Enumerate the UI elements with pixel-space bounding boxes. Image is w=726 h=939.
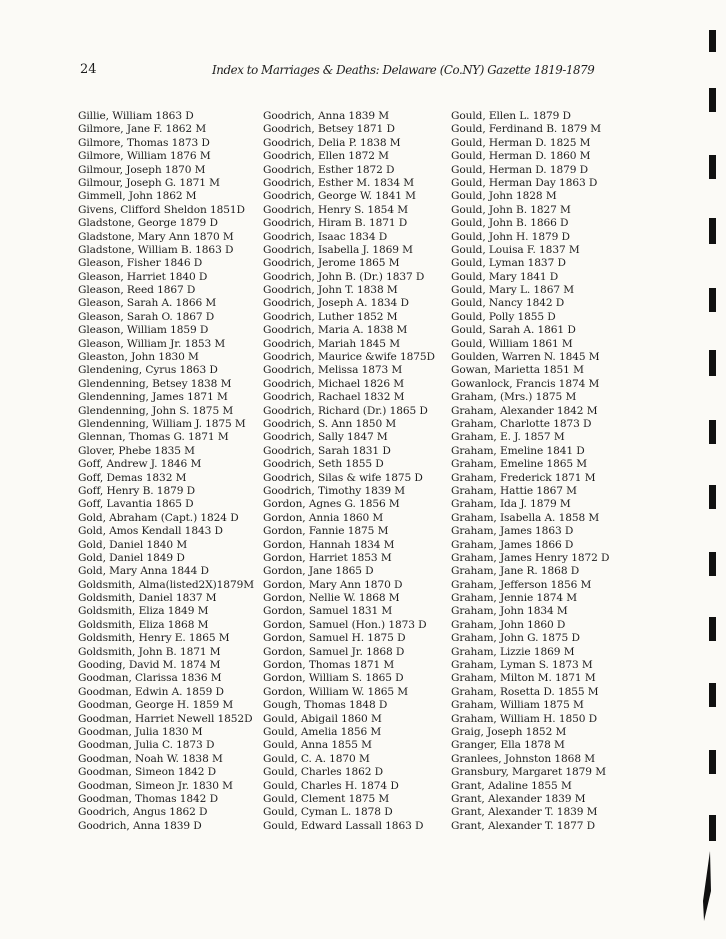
index-entry: Gould, Abigail 1860 M <box>263 712 382 725</box>
index-entry: Gordon, Fannie 1875 M <box>263 525 389 538</box>
index-entry: Gilmore, Jane F. 1862 M <box>78 123 207 136</box>
index-entry: Goff, Lavantia 1865 D <box>78 498 194 511</box>
index-entry: Gould, Anna 1855 M <box>263 739 372 752</box>
index-entry: Grant, Alexander T. 1877 D <box>451 819 596 832</box>
index-entry: Gordon, William W. 1865 M <box>263 685 409 698</box>
index-entry: Goodrich, Rachael 1832 M <box>263 391 405 404</box>
index-entry: Gordon, Annia 1860 M <box>263 511 384 524</box>
index-entry: Gordon, Samuel H. 1875 D <box>263 632 406 645</box>
index-entry: Graham, John 1860 D <box>451 618 566 631</box>
index-entry: Gleason, William Jr. 1853 M <box>78 337 226 350</box>
index-entry: Grant, Alexander T. 1839 M <box>451 806 598 819</box>
index-entry: Gould, William 1861 M <box>451 337 573 350</box>
index-entry: Gould, Charles 1862 D <box>263 766 384 779</box>
index-entry: Gould, C. A. 1870 M <box>263 752 370 765</box>
index-entry: Goldsmith, Alma(listed2X)1879M <box>78 578 254 591</box>
page-corner-mark <box>702 851 712 921</box>
index-entry: Gleaston, John 1830 M <box>78 351 199 364</box>
index-entry: Gould, Nancy 1842 D <box>451 297 565 310</box>
index-entry: Gransbury, Margaret 1879 M <box>451 766 606 779</box>
index-entry: Goodman, Simeon 1842 D <box>78 766 217 779</box>
index-entry: Goff, Andrew J. 1846 M <box>78 458 202 471</box>
index-entry: Glendenning, James 1871 M <box>78 391 228 404</box>
index-entry: Goodrich, Jerome 1865 M <box>263 257 400 270</box>
index-entry: Goodman, Clarissa 1836 M <box>78 672 222 685</box>
index-entry: Graig, Joseph 1852 M <box>451 725 567 738</box>
index-column-1 <box>78 110 254 833</box>
index-entry: Goodrich, George W. 1841 M <box>263 190 416 203</box>
index-entry: Graham, Emeline 1865 M <box>451 458 588 471</box>
index-entry: Grant, Adaline 1855 M <box>451 779 572 792</box>
index-entry: Goodrich, Esther M. 1834 M <box>263 176 415 189</box>
index-entry: Gould, Herman D. 1879 D <box>451 163 589 176</box>
index-entry: Graham, Rosetta D. 1855 M <box>451 685 599 698</box>
index-entry: Goodman, Thomas 1842 D <box>78 792 218 805</box>
index-entry: Gold, Amos Kendall 1843 D <box>78 525 223 538</box>
index-entry: Grant, Alexander 1839 M <box>451 792 586 805</box>
index-entry: Gillie, William 1863 D <box>78 110 194 122</box>
index-entry: Goodrich, Hiram B. 1871 D <box>263 217 408 230</box>
running-title: Index to Marriages & Deaths: Delaware (Co.NY) Gazette 1819-1879 <box>212 63 595 77</box>
index-entry: Goodrich, Isaac 1834 D <box>263 230 388 243</box>
index-entry: Graham, Jefferson 1856 M <box>451 578 592 591</box>
index-entry: Gordon, Samuel Jr. 1868 D <box>263 645 405 658</box>
index-entry: Gordon, Jane 1865 D <box>263 565 374 578</box>
index-entry: Glover, Phebe 1835 M <box>78 444 195 457</box>
index-entry: Gould, Herman D. 1825 M <box>451 136 591 149</box>
index-entry: Graham, Lyman S. 1873 M <box>451 659 593 672</box>
index-entry: Gilmour, Joseph 1870 M <box>78 163 206 176</box>
index-entry: Goodrich, Esther 1872 D <box>263 163 395 176</box>
index-entry: Gould, Sarah A. 1861 D <box>451 324 576 337</box>
index-entry: Gold, Daniel 1849 D <box>78 551 185 564</box>
index-entry: Graham, Lizzie 1869 M <box>451 645 575 658</box>
index-entry: Gould, Herman D. 1860 M <box>451 150 591 163</box>
index-entry: Gordon, Harriet 1853 M <box>263 551 392 564</box>
page-number: 24 <box>80 62 97 77</box>
index-entry: Goodrich, Ellen 1872 M <box>263 150 389 163</box>
index-entry: Graham, Ida J. 1879 M <box>451 498 571 511</box>
index-entry: Graham, James 1866 D <box>451 538 574 551</box>
index-entry: Graham, John G. 1875 D <box>451 632 580 645</box>
index-entry: Graham, E. J. 1857 M <box>451 431 565 444</box>
index-entry: Gould, John B. 1866 D <box>451 217 569 230</box>
index-entry: Gordon, Samuel (Hon.) 1873 D <box>263 618 427 631</box>
index-entry: Graham, Alexander 1842 M <box>451 404 598 417</box>
index-entry: Goodrich, Joseph A. 1834 D <box>263 297 409 310</box>
index-entry: Goodrich, S. Ann 1850 M <box>263 417 397 430</box>
index-entry: Goff, Henry B. 1879 D <box>78 484 196 497</box>
index-entry: Gould, John 1828 M <box>451 190 557 203</box>
index-entry: Gould, Mary L. 1867 M <box>451 284 574 297</box>
index-entry: Gordon, Hannah 1834 M <box>263 538 395 551</box>
index-entry: Gould, John B. 1827 M <box>451 203 571 216</box>
index-entry: Graham, William 1875 M <box>451 699 584 712</box>
index-entry: Givens, Clifford Sheldon 1851D <box>78 203 245 216</box>
index-entry: Goodrich, Melissa 1873 M <box>263 364 403 377</box>
index-entry: Goodman, Simeon Jr. 1830 M <box>78 779 233 792</box>
index-entry: Gooding, David M. 1874 M <box>78 659 221 672</box>
index-entry: Goodrich, Richard (Dr.) 1865 D <box>263 404 428 417</box>
index-entry: Graham, Isabella A. 1858 M <box>451 511 600 524</box>
index-entry: Goodrich, John B. (Dr.) 1837 D <box>263 270 425 283</box>
index-entry: Gordon, Thomas 1871 M <box>263 659 395 672</box>
index-entry: Glendenning, William J. 1875 M <box>78 417 246 430</box>
index-entry: Graham, Jane R. 1868 D <box>451 565 580 578</box>
index-entry: Gould, Charles H. 1874 D <box>263 779 399 792</box>
index-entry: Gould, Amelia 1856 M <box>263 725 382 738</box>
index-entry: Gould, Clement 1875 M <box>263 792 390 805</box>
index-entry: Gordon, William S. 1865 D <box>263 672 404 685</box>
index-column-2 <box>263 110 435 833</box>
index-entry: Graham, Charlotte 1873 D <box>451 417 592 430</box>
index-entry: Gould, Edward Lassall 1863 D <box>263 819 424 832</box>
index-entry: Gould, Polly 1855 D <box>451 310 556 323</box>
index-entry: Gould, Herman Day 1863 D <box>451 176 598 189</box>
index-entry: Goodman, Julia 1830 M <box>78 725 203 738</box>
index-entry: Gold, Abraham (Capt.) 1824 D <box>78 511 239 524</box>
index-entry: Goldsmith, Henry E. 1865 M <box>78 632 230 645</box>
index-entry: Graham, James 1863 D <box>451 525 574 538</box>
index-entry: Goldsmith, Eliza 1849 M <box>78 605 209 618</box>
index-entry: Goodrich, Sarah 1831 D <box>263 444 391 457</box>
index-entry: Graham, (Mrs.) 1875 M <box>451 391 577 404</box>
index-entry: Goodrich, Sally 1847 M <box>263 431 388 444</box>
index-entry: Goulden, Warren N. 1845 M <box>451 351 600 364</box>
index-entry: Granger, Ella 1878 M <box>451 739 565 752</box>
index-entry: Goodrich, Silas & wife 1875 D <box>263 471 423 484</box>
index-entry: Gold, Daniel 1840 M <box>78 538 188 551</box>
index-entry: Gladstone, Mary Ann 1870 M <box>78 230 234 243</box>
index-entry: Goodrich, Mariah 1845 M <box>263 337 400 350</box>
index-entry: Goodman, Noah W. 1838 M <box>78 752 223 765</box>
index-entry: Gould, John H. 1879 D <box>451 230 570 243</box>
index-entry: Gordon, Agnes G. 1856 M <box>263 498 400 511</box>
index-entry: Graham, James Henry 1872 D <box>451 551 610 564</box>
index-entry: Glennan, Thomas G. 1871 M <box>78 431 229 444</box>
index-entry: Gould, Cyman L. 1878 D <box>263 806 393 819</box>
index-entry: Graham, John 1834 M <box>451 605 568 618</box>
index-entry: Gilmour, Joseph G. 1871 M <box>78 176 220 189</box>
index-entry: Graham, Frederick 1871 M <box>451 471 596 484</box>
index-entry: Goldsmith, Daniel 1837 M <box>78 592 217 605</box>
index-entry: Gowanlock, Francis 1874 M <box>451 377 600 390</box>
index-entry: Goodrich, Seth 1855 D <box>263 458 384 471</box>
binding-edge-marks <box>704 0 716 939</box>
index-entry: Gleason, Reed 1867 D <box>78 284 196 297</box>
index-entry: Goodrich, John T. 1838 M <box>263 284 398 297</box>
index-entry: Graham, Milton M. 1871 M <box>451 672 596 685</box>
index-entry: Graham, Jennie 1874 M <box>451 592 578 605</box>
index-entry: Gould, Louisa F. 1837 M <box>451 243 580 256</box>
index-entry: Goodrich, Maria A. 1838 M <box>263 324 408 337</box>
index-entry: Gould, Ellen L. 1879 D <box>451 110 571 122</box>
index-entry: Gimmell, John 1862 M <box>78 190 197 203</box>
index-entry: Goff, Demas 1832 M <box>78 471 187 484</box>
index-entry: Gordon, Mary Ann 1870 D <box>263 578 403 591</box>
index-entry: Gowan, Marietta 1851 M <box>451 364 584 377</box>
index-entry: Gordon, Samuel 1831 M <box>263 605 393 618</box>
index-entry: Goodrich, Delia P. 1838 M <box>263 136 401 149</box>
index-entry: Goodman, Julia C. 1873 D <box>78 739 215 752</box>
index-entry: Glendenning, John S. 1875 M <box>78 404 234 417</box>
index-entry: Glendening, Cyrus 1863 D <box>78 364 218 377</box>
index-entry: Goodrich, Anna 1839 M <box>263 110 389 122</box>
index-entry: Gould, Ferdinand B. 1879 M <box>451 123 602 136</box>
index-entry: Gleason, Sarah A. 1866 M <box>78 297 217 310</box>
index-entry: Goodrich, Henry S. 1854 M <box>263 203 408 216</box>
index-entry: Goodrich, Michael 1826 M <box>263 377 405 390</box>
index-entry: Granlees, Johnston 1868 M <box>451 752 595 765</box>
index-entry: Goodrich, Timothy 1839 M <box>263 484 406 497</box>
index-entry: Gilmore, Thomas 1873 D <box>78 136 210 149</box>
index-entry: Gilmore, William 1876 M <box>78 150 211 163</box>
index-entry: Graham, Emeline 1841 D <box>451 444 585 457</box>
index-entry: Glendenning, Betsey 1838 M <box>78 377 232 390</box>
index-entry: Goodman, Edwin A. 1859 D <box>78 685 224 698</box>
index-entry: Goldsmith, Eliza 1868 M <box>78 618 209 631</box>
index-entry: Graham, Hattie 1867 M <box>451 484 577 497</box>
index-entry: Gladstone, George 1879 D <box>78 217 218 230</box>
index-column-3 <box>451 110 609 833</box>
index-entry: Goodrich, Betsey 1871 D <box>263 123 395 136</box>
index-entry: Gould, Lyman 1837 D <box>451 257 566 270</box>
index-entry: Gladstone, William B. 1863 D <box>78 243 234 256</box>
index-entry: Goodrich, Angus 1862 D <box>78 806 208 819</box>
index-entry: Gold, Mary Anna 1844 D <box>78 565 209 578</box>
index-entry: Goodman, Harriet Newell 1852D <box>78 712 253 725</box>
index-entry: Gleason, Fisher 1846 D <box>78 257 203 270</box>
index-entry: Goodrich, Maurice &wife 1875D <box>263 351 435 364</box>
index-entry: Graham, William H. 1850 D <box>451 712 598 725</box>
index-entry: Goldsmith, John B. 1871 M <box>78 645 221 658</box>
index-entry: Goodrich, Anna 1839 D <box>78 819 202 832</box>
index-entry: Gough, Thomas 1848 D <box>263 699 388 712</box>
index-entry: Goodman, George H. 1859 M <box>78 699 234 712</box>
index-entry: Gleason, William 1859 D <box>78 324 209 337</box>
index-entry: Gleason, Sarah O. 1867 D <box>78 310 215 323</box>
index-entry: Goodrich, Isabella J. 1869 M <box>263 243 413 256</box>
index-entry: Gould, Mary 1841 D <box>451 270 559 283</box>
index-entry: Goodrich, Luther 1852 M <box>263 310 398 323</box>
index-entry: Gordon, Nellie W. 1868 M <box>263 592 400 605</box>
index-entry: Gleason, Harriet 1840 D <box>78 270 208 283</box>
